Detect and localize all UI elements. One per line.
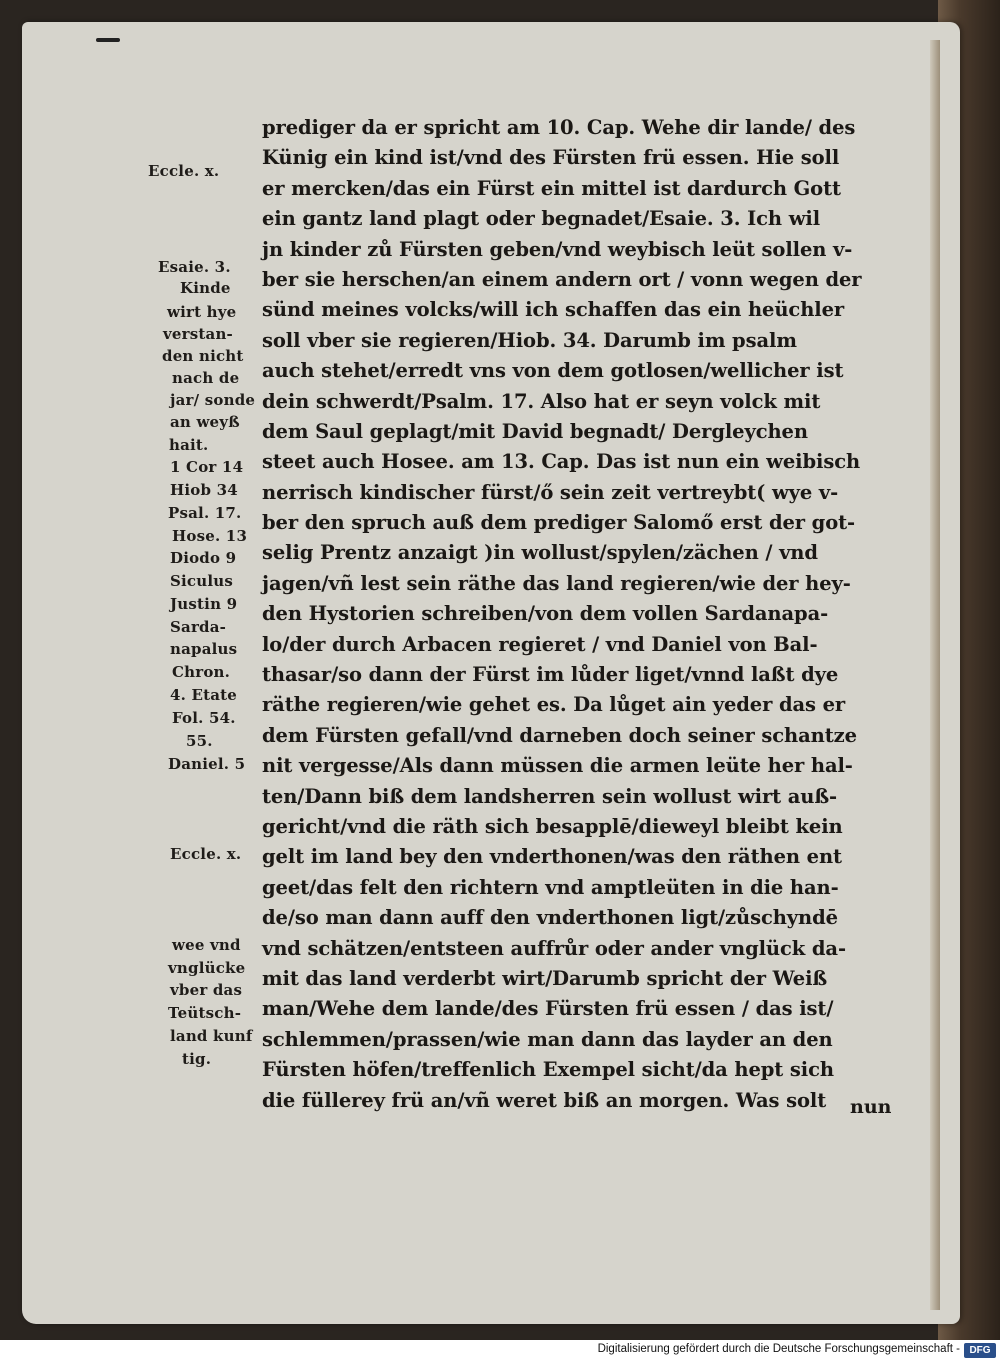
- margin-note: Fol. 54.: [172, 709, 236, 727]
- ink-mark: [96, 38, 120, 42]
- text-line: schlemmen/prassen/wie man dann das layder an den: [262, 1027, 833, 1051]
- margin-note: jar/ sonde: [170, 391, 256, 409]
- text-line: jn kinder zů Fürsten geben/vnd weybisch leüt sollen v-: [262, 237, 853, 261]
- margin-note: hait.: [169, 436, 209, 454]
- text-line: gelt im land bey den vnderthonen/was den räthen ent: [262, 845, 842, 869]
- margin-note: land kunf: [170, 1027, 253, 1045]
- text-line: lo/der durch Arbacen regieret / vnd Daniel von Bal-: [262, 632, 818, 656]
- margin-note: Teütsch-: [168, 1004, 242, 1022]
- margin-note: 1 Cor 14: [170, 458, 244, 476]
- text-line: jagen/vñ lest sein räthe das land regieren/wie der hey-: [262, 571, 851, 595]
- text-line: geet/das felt den richtern vnd amptleüten in die han-: [262, 875, 839, 899]
- margin-note: Justin 9: [170, 595, 238, 613]
- text-line: nerrisch kindischer fürst/ő sein zeit vertreybt( wye v-: [262, 480, 839, 504]
- text-line: die füllerey frü an/vñ weret biß an morgen. Was solt: [262, 1088, 827, 1112]
- text-line: dem Fürsten gefall/vnd darneben doch seiner schantze: [262, 723, 857, 747]
- text-line: soll vber sie regieren/Hiob. 34. Darumb im psalm: [262, 328, 797, 352]
- text-line: er mercken/das ein Fürst ein mittel ist dardurch Gott: [262, 176, 841, 200]
- text-line: ber den spruch auß dem prediger Salomő erst der got-: [262, 511, 856, 535]
- margin-note: Diodo 9: [170, 549, 237, 567]
- text-line: selig Prentz anzaigt )in wollust/spylen/zächen / vnd: [262, 541, 818, 565]
- text-line: mit das land verderbt wirt/Darumb spricht der Weiß: [262, 966, 828, 990]
- text-line: dem Saul geplagt/mit David begnadt/ Dergleychen: [262, 419, 808, 443]
- text-line: ten/Dann biß dem landsherren sein wollust wirt auß-: [262, 784, 838, 808]
- margin-note: Siculus: [170, 572, 234, 590]
- margin-note: Hose. 13: [172, 527, 248, 545]
- text-line: Fürsten höfen/treffenlich Exempel sicht/da hept sich: [262, 1058, 834, 1082]
- text-line: räthe regieren/wie gehet es. Da lůget ain yeder das er: [262, 693, 846, 717]
- margin-note: Eccle. x.: [170, 845, 242, 863]
- margin-note: wirt hye: [167, 303, 237, 321]
- margin-note: Daniel. 5: [168, 755, 246, 773]
- margin-note: Sarda-: [170, 618, 227, 636]
- text-line: auch stehet/erredt vns von dem gotlosen/wellicher ist: [262, 359, 844, 383]
- text-line: steet auch Hosee. am 13. Cap. Das ist nun ein weibisch: [262, 450, 861, 474]
- text-line: nit vergesse/Als dann müssen die armen leüte her hal-: [262, 754, 853, 778]
- text-line: sünd meines volcks/will ich schaffen das ein heüchler: [262, 298, 845, 322]
- margin-note: Eccle. x.: [148, 162, 220, 180]
- margin-note: Kinde: [180, 279, 231, 297]
- margin-note: Hiob 34: [170, 481, 238, 499]
- margin-note: wee vnd: [172, 936, 241, 954]
- margin-note: verstan-: [163, 325, 233, 343]
- page-edge: [930, 40, 940, 1310]
- margin-note: Psal. 17.: [168, 504, 242, 522]
- text-line: Künig ein kind ist/vnd des Fürsten frü essen. Hie soll: [262, 146, 840, 170]
- margin-note: 4. Etate: [170, 686, 238, 704]
- funding-credit: Digitalisierung gefördert durch die Deutsche Forschungsgemeinschaft -: [597, 1343, 960, 1355]
- text-line: dein schwerdt/Psalm. 17. Also hat er seyn volck mit: [262, 389, 821, 413]
- margin-note: tig.: [182, 1050, 212, 1068]
- margin-note: vnglücke: [168, 959, 246, 977]
- margin-note: an weyß: [170, 413, 240, 431]
- text-line: gericht/vnd die räth sich besapplē/dieweyl bleibt kein: [262, 814, 843, 838]
- footer-bar: [0, 1340, 1000, 1362]
- main-text-block: [262, 113, 922, 1116]
- margin-note: nach de: [172, 369, 240, 387]
- text-line: de/so man dann auff den vnderthonen ligt/zůschyndē: [262, 906, 838, 930]
- text-line: den Hystorien schreiben/von dem vollen Sardanapa-: [262, 602, 829, 626]
- margin-note: 55.: [186, 732, 213, 750]
- text-line: ber sie herschen/an einem andern ort / vonn wegen der: [262, 267, 862, 291]
- margin-note: den nicht: [162, 347, 244, 365]
- catchword: nun: [850, 1096, 892, 1118]
- dfg-logo: DFG: [964, 1343, 996, 1358]
- text-line: prediger da er spricht am 10. Cap. Wehe dir lande/ des: [262, 116, 856, 139]
- margin-note: vber das: [170, 981, 243, 999]
- margin-notes: [150, 150, 270, 1080]
- margin-note: Chron.: [172, 663, 231, 681]
- text-line: vnd schätzen/entsteen auffrůr oder ander vnglück da-: [262, 936, 846, 960]
- margin-note: napalus: [170, 640, 238, 658]
- text-line: man/Wehe dem lande/des Fürsten frü essen / das ist/: [262, 997, 834, 1021]
- text-line: thasar/so dann der Fürst im lůder liget/vnnd laßt dye: [262, 663, 839, 687]
- margin-note: Esaie. 3.: [158, 258, 231, 276]
- text-line: ein gantz land plagt oder begnadet/Esaie. 3. Ich wil: [262, 207, 820, 231]
